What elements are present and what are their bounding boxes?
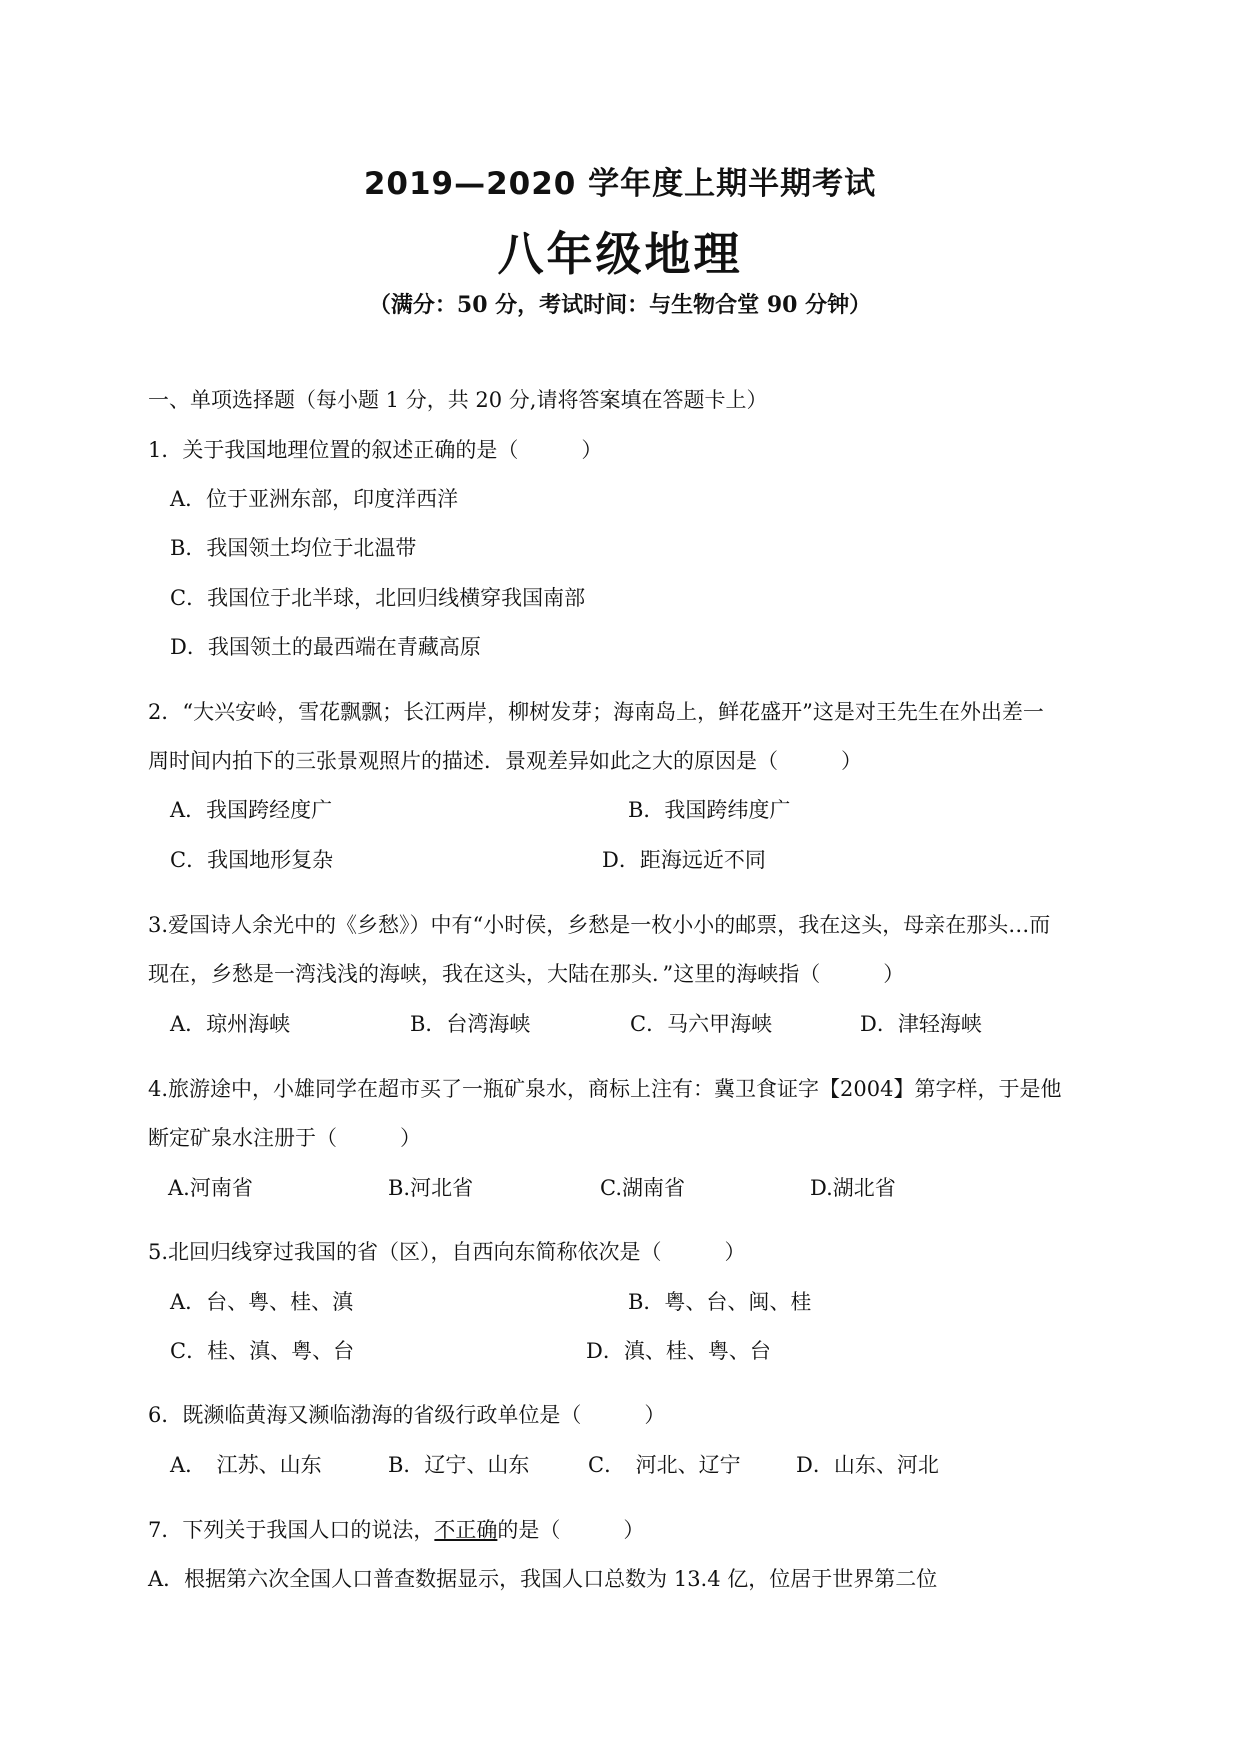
option-b: B.河北省 xyxy=(388,1176,474,1200)
exam-info: （满分：50 分，考试时间：与生物合堂 90 分钟） xyxy=(368,292,872,318)
option-c: C．我国地形复杂 xyxy=(170,848,334,872)
option-c: C．桂、滇、粤、台 xyxy=(170,1339,355,1363)
option-d: D．山东、河北 xyxy=(796,1453,939,1477)
question-stem: 5.北回归线穿过我国的省（区），自西向东简称依次是（ ） xyxy=(148,1240,746,1264)
question-stem: 1．关于我国地理位置的叙述正确的是（ ） xyxy=(148,438,603,462)
option-a: A．台、粤、桂、滇 xyxy=(170,1290,354,1314)
option-b: B．台湾海峡 xyxy=(410,1012,531,1036)
option-d: D．津轻海峡 xyxy=(860,1012,982,1036)
option-a: A.河南省 xyxy=(168,1176,253,1200)
option-a: A．我国跨经度广 xyxy=(170,798,333,822)
emphasis-underlined: 不正确 xyxy=(434,1518,498,1542)
question-stem-line2: 周时间内拍下的三张景观照片的描述．景观差异如此之大的原因是（ ） xyxy=(148,749,862,773)
question-stem-line2: 断定矿泉水注册于（ ） xyxy=(148,1126,421,1150)
subject-title: 八年级地理 xyxy=(497,227,743,281)
section-heading: 一、单项选择题（每小题 1 分，共 20 分,请将答案填在答题卡上） xyxy=(148,388,768,412)
question-stem-line1: 4.旅游途中，小雄同学在超市买了一瓶矿泉水，商标上注有：冀卫食证字【2004】第字样，于是他 xyxy=(148,1077,1062,1101)
option-a: A．根据第六次全国人口普查数据显示，我国人口总数为 13.4 亿，位居于世界第二位 xyxy=(148,1567,938,1591)
option-d: D．我国领土的最西端在青藏高原 xyxy=(170,635,481,659)
option-d: D．滇、桂、粤、台 xyxy=(586,1339,771,1363)
exam-title: 2019—2020 学年度上期半期考试 xyxy=(363,166,877,202)
question-stem xyxy=(148,1516,644,1544)
option-d: D.湖北省 xyxy=(810,1176,896,1200)
option-c: C．我国位于北半球，北回归线横穿我国南部 xyxy=(170,586,586,610)
stem-text-end: 的是（ ） xyxy=(497,1518,645,1542)
option-a: A．琼州海峡 xyxy=(170,1012,291,1036)
option-c: C．马六甲海峡 xyxy=(630,1012,773,1036)
stem-text: 7．下列关于我国人口的说法， xyxy=(148,1518,435,1542)
option-b: B．我国跨纬度广 xyxy=(628,798,791,822)
question-stem: 6．既濒临黄海又濒临渤海的省级行政单位是（ ） xyxy=(148,1403,666,1427)
question-stem-line1: 2．“大兴安岭，雪花飘飘；长江两岸，柳树发芽；海南岛上，鲜花盛开”这是对王先生在外出差一 xyxy=(148,700,1044,724)
option-a: A． 江苏、山东 xyxy=(170,1453,322,1477)
option-a: A．位于亚洲东部，印度洋西洋 xyxy=(170,487,459,511)
option-c: C.湖南省 xyxy=(600,1176,685,1200)
option-b: B．辽宁、山东 xyxy=(388,1453,530,1477)
option-b: B．粤、台、闽、桂 xyxy=(628,1290,812,1314)
question-stem-line2: 现在，乡愁是一湾浅浅的海峡，我在这头，大陆在那头．”这里的海峡指（ ） xyxy=(148,962,905,986)
option-d: D．距海远近不同 xyxy=(602,848,766,872)
question-stem-line1: 3.爱国诗人余光中的《乡愁》）中有“小时侯，乡愁是一枚小小的邮票，我在这头，母亲在那头…而 xyxy=(148,913,1051,937)
option-c: C． 河北、辽宁 xyxy=(588,1453,741,1477)
option-b: B．我国领土均位于北温带 xyxy=(170,536,417,560)
